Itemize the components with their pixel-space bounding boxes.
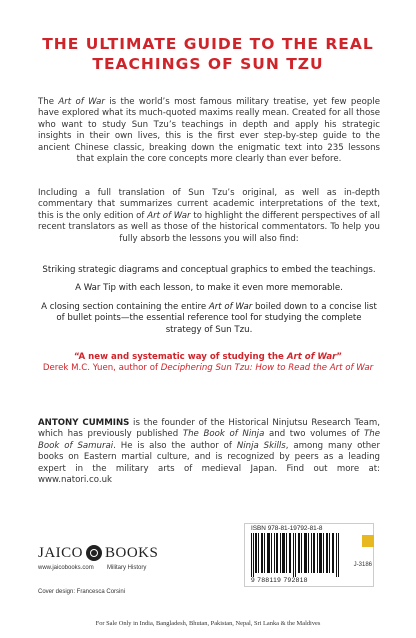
cover-design-credit: Cover design: Francesca Corsini (38, 589, 126, 595)
book-category: Military History (107, 565, 147, 571)
feature-closing-section (38, 302, 380, 336)
author-text-1: is the founder of the Historical Ninjutsu Research Team, which has previously published (38, 418, 380, 440)
details-pre: Including a full translation of Sun Tzu’s original, as well as in-depth commentary that summarizes current academic interpretations of the text, this is the only edition of (38, 188, 380, 221)
heading (0, 34, 416, 74)
logo-right-text: BOOKS (105, 544, 159, 561)
publisher-website: www.jaicobooks.com (38, 565, 94, 571)
intro-post: is the world’s most famous military treatise, yet few people have explored what its much-quoted maxims really mean. Created for all those who want to study Sun Tzu’s teachings in depth and apply his strategic insights in their own lives, this is the first ever step-by-step guide to the ancient Chinese classic, breaking down the enigmatic text into 235 lessons that explain the core concepts more clearly than ever before. (38, 97, 380, 165)
intro-pre: The (38, 97, 59, 107)
author-text-2: and two volumes of (264, 429, 364, 440)
barcode-panel (244, 523, 374, 587)
quote-post: ” (336, 352, 343, 362)
feature-closing-pre: A closing section containing the entire (41, 302, 209, 312)
logo-left-text: JAICO (38, 544, 84, 561)
author-bio (38, 418, 380, 486)
quote-attribution (40, 363, 376, 374)
heading-line-2: TEACHINGS OF SUN TZU (92, 55, 324, 73)
attribution-pre: Derek M.C. Yuen, author of (42, 363, 161, 374)
author-book-1: The Book of Ninja (182, 429, 265, 440)
author-name: ANTONY CUMMINS (38, 418, 130, 428)
attribution-title: Deciphering Sun Tzu: How to Read the Art of War (160, 363, 374, 374)
details-title: Art of War (147, 210, 191, 221)
heading-line-1: THE ULTIMATE GUIDE TO THE REAL (42, 35, 374, 53)
publisher-logo (38, 544, 178, 562)
intro-title: Art of War (58, 97, 105, 107)
feature-war-tip: A War Tip with each lesson, to make it even more memorable. (75, 283, 343, 293)
feature-closing-post: boiled down to a concise list of bullet points—the essential reference tool for studying the complete strategy of Sun Tzu. (56, 302, 377, 335)
feature-closing-title: Art of War (208, 302, 253, 312)
quote-pre: “A new and systematic way of studying the (73, 352, 287, 362)
author-text-3: . He is also the author of (113, 440, 237, 451)
isbn-label: ISBN 978-81-19792-81-8 (251, 525, 323, 532)
quote-text (40, 352, 376, 363)
product-code: J-3186 (353, 562, 372, 568)
feature-diagrams: Striking strategic diagrams and conceptual graphics to embed the teachings. (42, 265, 376, 275)
barcode-icon (251, 533, 339, 577)
seal-icon (86, 545, 102, 561)
author-book-3: Ninja Skills (236, 440, 286, 451)
author-text-4: , among many other books on Eastern martial culture, and is recognized by peers as a leading expert in the military arts of medieval Japan. Find out more at: www.natori.co.uk (38, 440, 380, 486)
intro-paragraph (38, 97, 380, 165)
barcode-digits: 9 788119 792818 (251, 577, 308, 584)
sale-territory-notice: For Sale Only in India, Bangladesh, Bhutan, Pakistan, Nepal, Sri Lanka & the Maldives (95, 620, 321, 627)
details-paragraph (38, 188, 380, 245)
price-tag-icon (362, 535, 374, 547)
details-post: to highlight the different perspectives of all recent translators as well as those of the historical commentators. To help you fully absorb the lessons you will also find: (38, 210, 380, 244)
author-book-2: The Book of Samurai (38, 429, 380, 451)
quote-title: Art of War (286, 352, 337, 362)
endorsement-quote (40, 352, 376, 375)
